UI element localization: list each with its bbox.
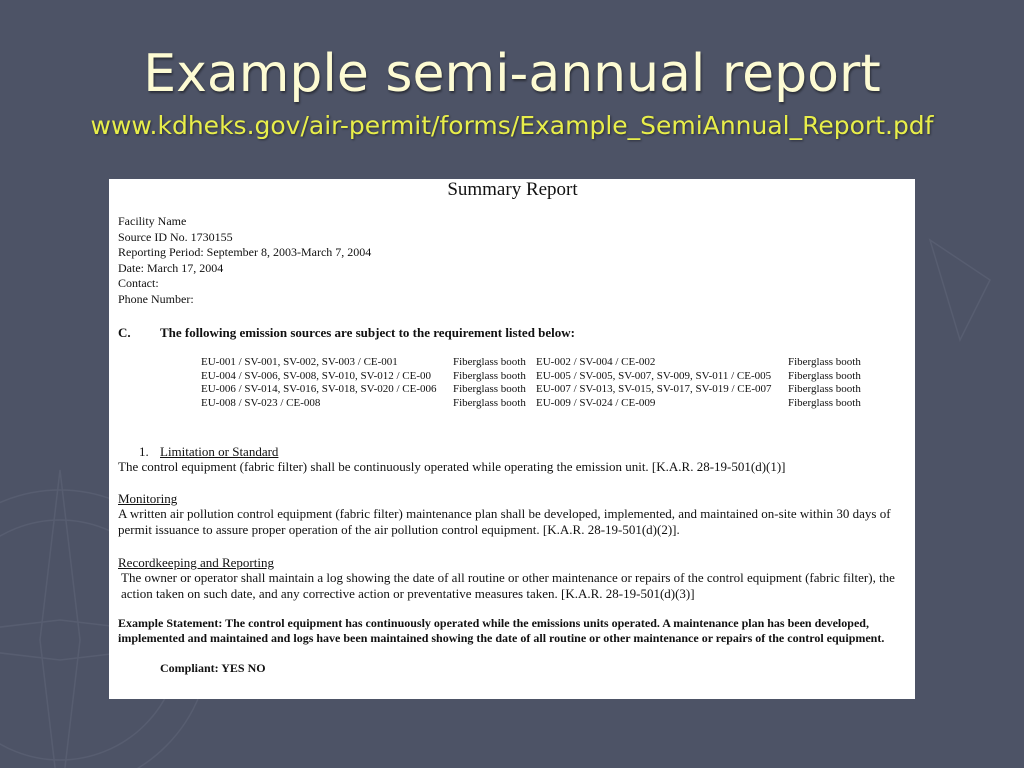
compliance-status: Compliant: YES NO [160, 661, 266, 675]
section-heading-text: The following emission sources are subject to the requirement listed below: [160, 325, 576, 340]
source-cell: EU-007 / SV-013, SV-015, SV-017, SV-019 / CE-007 [536, 383, 772, 395]
source-id-line: Source ID No. 1730155 [118, 229, 233, 244]
emission-sources-table [201, 356, 907, 410]
source-cell: EU-002 / SV-004 / CE-002 [536, 356, 656, 368]
monitoring-text: A written air pollution control equipment (fabric filter) maintenance plan shall be developed, implemented, and maintained on-site within 30 days of permit issuance to assure proper operation of the air pollution control equipment. [K.A.R. 28-19-501(d)(2)]. [118, 506, 891, 537]
slide-title: Example semi-annual report [143, 44, 881, 104]
section-letter: C. [118, 325, 131, 340]
limitation-text: The control equipment (fabric filter) shall be continuously operated while operating the emission unit. [K.A.R. 28-19-501(d)(1)] [118, 459, 786, 474]
limitation-number: 1. [139, 444, 149, 459]
recordkeeping-text: The owner or operator shall maintain a log showing the date of all routine or other maintenance or repairs of the control equipment (fabric filter), the action taken on such date, and any corrective action or preventative measures taken. [K.A.R. 28-19-501(d)(3)] [121, 570, 895, 601]
source-type-cell: Fiberglass booth [453, 396, 526, 409]
recordkeeping-heading: Recordkeeping and Reporting [118, 555, 274, 570]
report-title: Summary Report [447, 179, 578, 200]
source-type-cell: Fiberglass booth [453, 383, 526, 395]
contact-line: Contact: [118, 276, 159, 290]
source-cell: EU-008 / SV-023 / CE-008 [201, 396, 321, 409]
table-row [201, 397, 907, 411]
source-cell: EU-009 / SV-024 / CE-009 [536, 396, 656, 409]
reporting-period-line: Reporting Period: September 8, 2003-March 7, 2004 [118, 245, 372, 259]
source-type-cell: Fiberglass booth [788, 383, 861, 395]
limitation-heading [118, 444, 907, 459]
source-type-cell: Fiberglass booth [788, 356, 861, 368]
section-c-heading [118, 325, 907, 340]
source-cell: EU-005 / SV-005, SV-007, SV-009, SV-011 / CE-005 [536, 369, 772, 382]
source-type-cell: Fiberglass booth [788, 369, 861, 382]
table-row [201, 370, 907, 384]
monitoring-heading: Monitoring [118, 491, 178, 506]
report-url-link[interactable]: www.kdheks.gov/air-permit/forms/Example_SemiAnnual_Report.pdf [90, 111, 934, 140]
source-type-cell: Fiberglass booth [453, 356, 526, 368]
source-cell: EU-001 / SV-001, SV-002, SV-003 / CE-001 [201, 356, 398, 368]
table-row [201, 356, 907, 370]
phone-number-line: Phone Number: [118, 291, 194, 306]
source-cell: EU-004 / SV-006, SV-008, SV-010, SV-012 / CE-00 [201, 369, 432, 382]
summary-report-document [109, 179, 915, 699]
table-row [201, 383, 907, 397]
example-statement: Example Statement: The control equipment has continuously operated while the emissions units operated. A maintenance plan has been developed, implemented and maintained and logs have been maintained showing the date of all routine or other maintenance or repairs of the control equipment. [118, 616, 885, 645]
facility-info [118, 214, 907, 307]
source-cell: EU-006 / SV-014, SV-016, SV-018, SV-020 / CE-006 [201, 383, 437, 395]
source-type-cell: Fiberglass booth [453, 369, 526, 382]
source-type-cell: Fiberglass booth [788, 396, 861, 409]
limitation-heading-text: Limitation or Standard [160, 444, 279, 459]
date-line: Date: March 17, 2004 [118, 260, 224, 275]
facility-name-line: Facility Name [118, 214, 187, 228]
